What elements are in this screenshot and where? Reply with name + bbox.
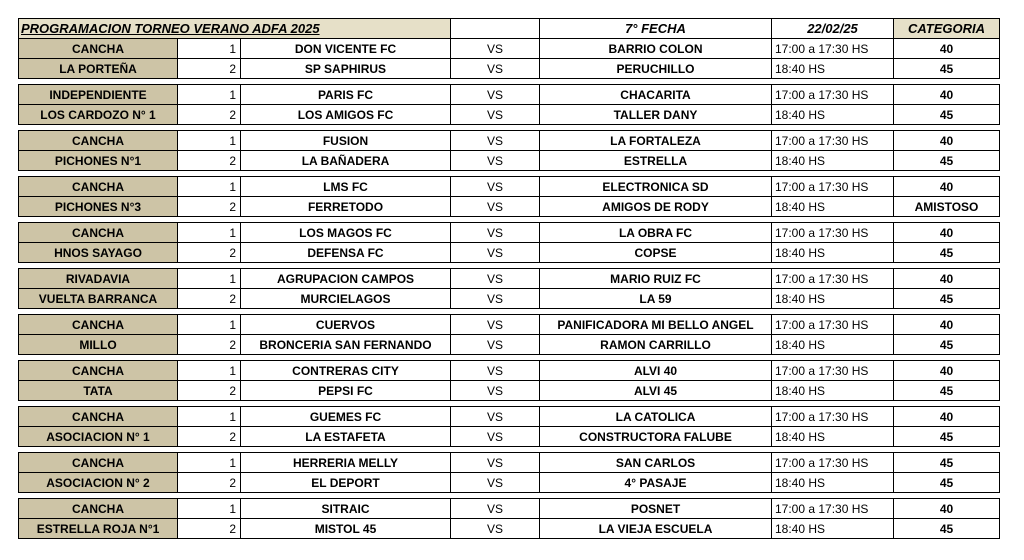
- away-team: ELECTRONICA SD: [540, 177, 772, 197]
- match-row: [19, 407, 1000, 427]
- tournament-title: PROGRAMACION TORNEO VERANO ADFA 2025: [19, 19, 451, 39]
- match-category: 40: [894, 315, 1000, 335]
- home-team: HERRERIA MELLY: [241, 453, 451, 473]
- venue-name: ASOCIACION N° 1: [19, 427, 178, 447]
- vs-label: VS: [451, 453, 540, 473]
- away-team: CHACARITA: [540, 85, 772, 105]
- match-time: 17:00 a 17:30 HS: [772, 85, 894, 105]
- venue-name: CANCHA: [19, 39, 178, 59]
- match-time: 17:00 a 17:30 HS: [772, 39, 894, 59]
- away-team: MARIO RUIZ FC: [540, 269, 772, 289]
- venue-name: CANCHA: [19, 361, 178, 381]
- vs-label: VS: [451, 39, 540, 59]
- match-number: 2: [178, 151, 241, 171]
- home-team: GUEMES FC: [241, 407, 451, 427]
- match-category: 40: [894, 223, 1000, 243]
- venue-name: CANCHA: [19, 499, 178, 519]
- home-team: MURCIELAGOS: [241, 289, 451, 309]
- venue-name: HNOS SAYAGO: [19, 243, 178, 263]
- match-number: 2: [178, 289, 241, 309]
- match-number: 1: [178, 499, 241, 519]
- home-team: CUERVOS: [241, 315, 451, 335]
- vs-label: VS: [451, 315, 540, 335]
- venue-name: CANCHA: [19, 177, 178, 197]
- venue-name: CANCHA: [19, 407, 178, 427]
- vs-label: VS: [451, 269, 540, 289]
- vs-label: VS: [451, 473, 540, 493]
- away-team: ESTRELLA: [540, 151, 772, 171]
- away-team: COPSE: [540, 243, 772, 263]
- match-time: 18:40 HS: [772, 427, 894, 447]
- match-row: [19, 177, 1000, 197]
- match-time: 17:00 a 17:30 HS: [772, 223, 894, 243]
- vs-label: VS: [451, 59, 540, 79]
- match-row: [19, 39, 1000, 59]
- match-time: 17:00 a 17:30 HS: [772, 269, 894, 289]
- match-category: 40: [894, 269, 1000, 289]
- vs-label: VS: [451, 361, 540, 381]
- match-category: 40: [894, 499, 1000, 519]
- match-time: 17:00 a 17:30 HS: [772, 499, 894, 519]
- match-row: [19, 335, 1000, 355]
- venue-name: CANCHA: [19, 223, 178, 243]
- match-time: 18:40 HS: [772, 473, 894, 493]
- vs-label: VS: [451, 223, 540, 243]
- match-row: [19, 315, 1000, 335]
- match-time: 17:00 a 17:30 HS: [772, 407, 894, 427]
- header-row: [19, 19, 1000, 39]
- away-team: POSNET: [540, 499, 772, 519]
- match-number: 2: [178, 335, 241, 355]
- venue-name: PICHONES N°1: [19, 151, 178, 171]
- home-team: PARIS FC: [241, 85, 451, 105]
- match-row: [19, 105, 1000, 125]
- match-category: 40: [894, 131, 1000, 151]
- vs-label: VS: [451, 289, 540, 309]
- match-category: 45: [894, 381, 1000, 401]
- match-category: 40: [894, 177, 1000, 197]
- match-number: 1: [178, 223, 241, 243]
- vs-label: VS: [451, 85, 540, 105]
- home-team: LOS AMIGOS FC: [241, 105, 451, 125]
- home-team: SP SAPHIRUS: [241, 59, 451, 79]
- match-row: [19, 361, 1000, 381]
- match-number: 1: [178, 131, 241, 151]
- match-time: 17:00 a 17:30 HS: [772, 177, 894, 197]
- venue-name: VUELTA BARRANCA: [19, 289, 178, 309]
- match-category: AMISTOSO: [894, 197, 1000, 217]
- vs-label: VS: [451, 197, 540, 217]
- match-time: 17:00 a 17:30 HS: [772, 131, 894, 151]
- match-category: 45: [894, 105, 1000, 125]
- vs-label: VS: [451, 335, 540, 355]
- home-team: LA BAÑADERA: [241, 151, 451, 171]
- vs-label: VS: [451, 519, 540, 539]
- header-spacer: [451, 19, 540, 39]
- match-category: 45: [894, 243, 1000, 263]
- match-time: 18:40 HS: [772, 59, 894, 79]
- vs-label: VS: [451, 243, 540, 263]
- home-team: CONTRERAS CITY: [241, 361, 451, 381]
- away-team: PERUCHILLO: [540, 59, 772, 79]
- match-time: 18:40 HS: [772, 151, 894, 171]
- away-team: ALVI 40: [540, 361, 772, 381]
- vs-label: VS: [451, 381, 540, 401]
- match-time: 18:40 HS: [772, 335, 894, 355]
- away-team: LA FORTALEZA: [540, 131, 772, 151]
- venue-name: CANCHA: [19, 315, 178, 335]
- match-category: 40: [894, 361, 1000, 381]
- venue-name: RIVADAVIA: [19, 269, 178, 289]
- away-team: LA CATOLICA: [540, 407, 772, 427]
- vs-label: VS: [451, 131, 540, 151]
- match-number: 2: [178, 381, 241, 401]
- match-time: 17:00 a 17:30 HS: [772, 315, 894, 335]
- match-number: 1: [178, 407, 241, 427]
- date-label: 22/02/25: [772, 19, 894, 39]
- match-number: 1: [178, 177, 241, 197]
- home-team: DON VICENTE FC: [241, 39, 451, 59]
- match-row: [19, 381, 1000, 401]
- schedule-body: [19, 19, 1000, 539]
- match-number: 1: [178, 453, 241, 473]
- home-team: FERRETODO: [241, 197, 451, 217]
- vs-label: VS: [451, 427, 540, 447]
- match-number: 2: [178, 243, 241, 263]
- match-number: 1: [178, 269, 241, 289]
- home-team: LMS FC: [241, 177, 451, 197]
- match-number: 2: [178, 59, 241, 79]
- vs-label: VS: [451, 407, 540, 427]
- match-number: 2: [178, 197, 241, 217]
- venue-name: CANCHA: [19, 453, 178, 473]
- fecha-label: 7° FECHA: [540, 19, 772, 39]
- vs-label: VS: [451, 151, 540, 171]
- match-category: 40: [894, 407, 1000, 427]
- match-row: [19, 499, 1000, 519]
- match-category: 45: [894, 453, 1000, 473]
- home-team: LOS MAGOS FC: [241, 223, 451, 243]
- away-team: LA OBRA FC: [540, 223, 772, 243]
- match-time: 18:40 HS: [772, 105, 894, 125]
- home-team: DEFENSA FC: [241, 243, 451, 263]
- match-category: 45: [894, 151, 1000, 171]
- match-row: [19, 197, 1000, 217]
- match-time: 18:40 HS: [772, 243, 894, 263]
- match-row: [19, 223, 1000, 243]
- venue-name: CANCHA: [19, 131, 178, 151]
- categoria-label: CATEGORIA: [894, 19, 1000, 39]
- home-team: PEPSI FC: [241, 381, 451, 401]
- away-team: PANIFICADORA MI BELLO ANGEL: [540, 315, 772, 335]
- match-time: 18:40 HS: [772, 197, 894, 217]
- match-row: [19, 151, 1000, 171]
- match-row: [19, 131, 1000, 151]
- match-category: 45: [894, 335, 1000, 355]
- match-row: [19, 453, 1000, 473]
- match-category: 40: [894, 85, 1000, 105]
- away-team: CONSTRUCTORA FALUBE: [540, 427, 772, 447]
- match-number: 1: [178, 315, 241, 335]
- match-row: [19, 519, 1000, 539]
- venue-name: INDEPENDIENTE: [19, 85, 178, 105]
- match-row: [19, 289, 1000, 309]
- away-team: LA 59: [540, 289, 772, 309]
- match-category: 45: [894, 427, 1000, 447]
- venue-name: ASOCIACION N° 2: [19, 473, 178, 493]
- match-time: 18:40 HS: [772, 381, 894, 401]
- match-row: [19, 59, 1000, 79]
- away-team: LA VIEJA ESCUELA: [540, 519, 772, 539]
- match-time: 17:00 a 17:30 HS: [772, 361, 894, 381]
- home-team: MISTOL 45: [241, 519, 451, 539]
- vs-label: VS: [451, 177, 540, 197]
- away-team: 4° PASAJE: [540, 473, 772, 493]
- match-row: [19, 427, 1000, 447]
- away-team: AMIGOS DE RODY: [540, 197, 772, 217]
- match-category: 45: [894, 289, 1000, 309]
- match-number: 2: [178, 105, 241, 125]
- match-number: 1: [178, 85, 241, 105]
- home-team: LA ESTAFETA: [241, 427, 451, 447]
- match-category: 45: [894, 519, 1000, 539]
- away-team: SAN CARLOS: [540, 453, 772, 473]
- venue-name: LA PORTEÑA: [19, 59, 178, 79]
- match-row: [19, 85, 1000, 105]
- match-number: 2: [178, 519, 241, 539]
- match-category: 40: [894, 39, 1000, 59]
- vs-label: VS: [451, 499, 540, 519]
- home-team: SITRAIC: [241, 499, 451, 519]
- venue-name: TATA: [19, 381, 178, 401]
- home-team: BRONCERIA SAN FERNANDO: [241, 335, 451, 355]
- vs-label: VS: [451, 105, 540, 125]
- match-number: 2: [178, 473, 241, 493]
- match-row: [19, 243, 1000, 263]
- match-number: 1: [178, 361, 241, 381]
- match-number: 1: [178, 39, 241, 59]
- away-team: TALLER DANY: [540, 105, 772, 125]
- match-time: 18:40 HS: [772, 519, 894, 539]
- away-team: BARRIO COLON: [540, 39, 772, 59]
- venue-name: MILLO: [19, 335, 178, 355]
- away-team: RAMON CARRILLO: [540, 335, 772, 355]
- match-number: 2: [178, 427, 241, 447]
- match-category: 45: [894, 473, 1000, 493]
- match-time: 17:00 a 17:30 HS: [772, 453, 894, 473]
- match-row: [19, 269, 1000, 289]
- home-team: FUSION: [241, 131, 451, 151]
- venue-name: PICHONES N°3: [19, 197, 178, 217]
- venue-name: LOS CARDOZO N° 1: [19, 105, 178, 125]
- home-team: EL DEPORT: [241, 473, 451, 493]
- away-team: ALVI 45: [540, 381, 772, 401]
- schedule-table: [18, 18, 1000, 539]
- match-category: 45: [894, 59, 1000, 79]
- match-time: 18:40 HS: [772, 289, 894, 309]
- home-team: AGRUPACION CAMPOS: [241, 269, 451, 289]
- venue-name: ESTRELLA ROJA N°1: [19, 519, 178, 539]
- match-row: [19, 473, 1000, 493]
